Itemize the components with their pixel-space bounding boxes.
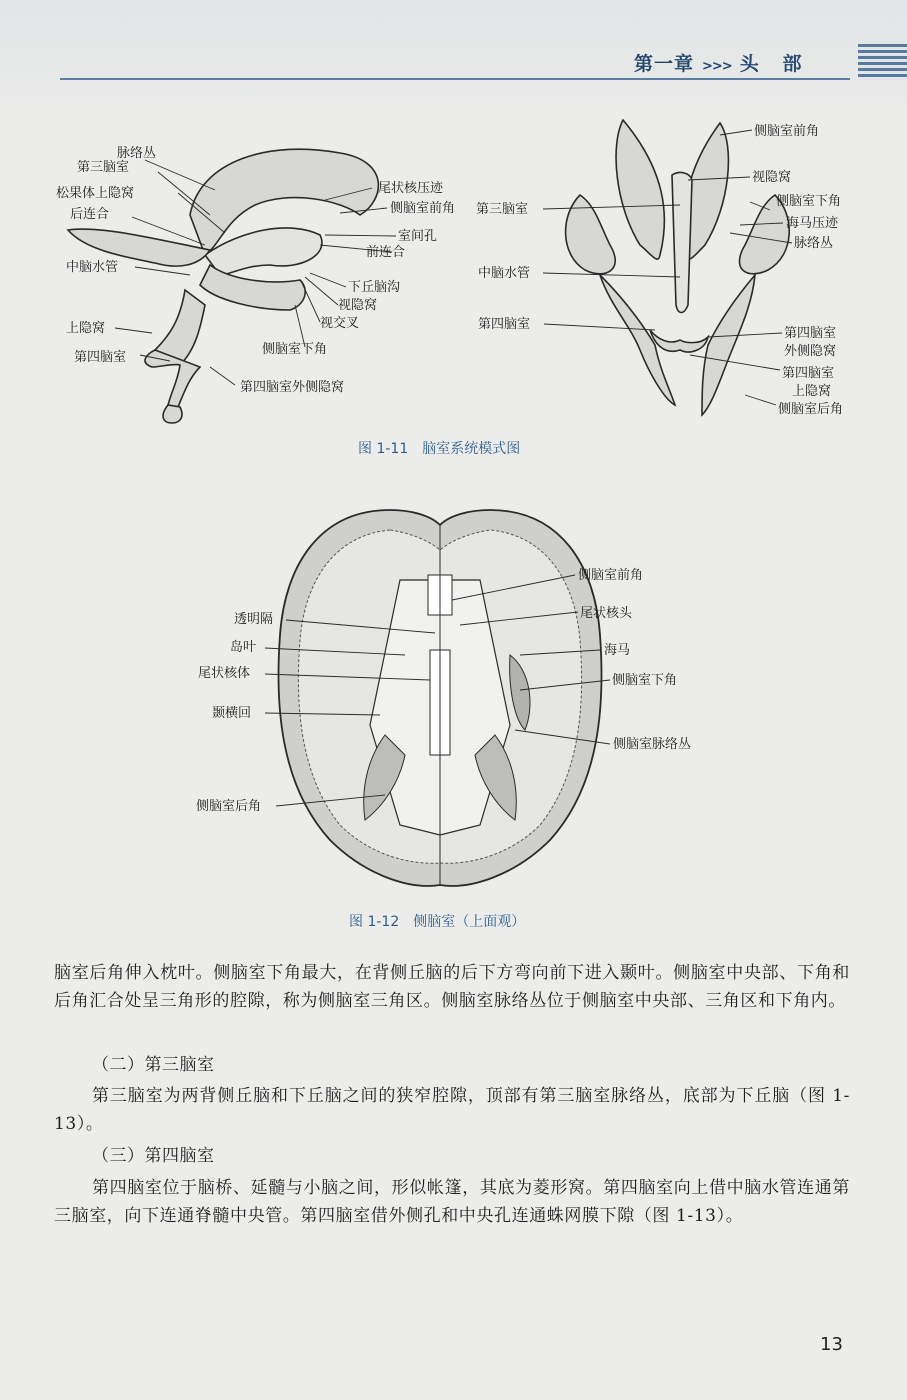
label-hippocampus: 海马: [604, 643, 631, 658]
label-r-superior-recess: 上隐窝: [792, 384, 832, 399]
label-r-hippocampal-impression: 海马压迹: [786, 216, 839, 231]
label-r-third-ventricle: 第三脑室: [476, 202, 529, 217]
brain-section-drawing: [278, 510, 601, 886]
label-septum-pellucidum: 透明隔: [234, 612, 274, 627]
label-aqueduct: 中脑水管: [66, 260, 119, 275]
label-r-aqueduct: 中脑水管: [478, 266, 531, 281]
label-pineal-recess: 松果体上隐窝: [56, 186, 135, 201]
header-rule: [60, 78, 850, 80]
label-r-inferior-horn: 侧脑室下角: [776, 194, 842, 209]
label-hypothalamic-sulcus: 下丘脑沟: [348, 280, 401, 295]
label-anterior-horn: 侧脑室前角: [578, 568, 644, 583]
label-inferior-horn: 侧脑室下角: [612, 673, 678, 688]
label-optic-chiasm: 视交叉: [320, 316, 360, 331]
label-fourth-ventricle: 第四脑室: [74, 350, 127, 365]
label-r-choroid-plexus: 脉络丛: [794, 236, 834, 251]
label-anterior-horn: 侧脑室前角: [390, 201, 456, 216]
label-inferior-horn: 侧脑室下角: [262, 342, 328, 357]
label-r-optic-recess: 视隐窝: [752, 170, 792, 185]
label-third-ventricle: 第三脑室: [77, 160, 130, 175]
heading-fourth-ventricle: （三）第四脑室: [92, 1146, 215, 1166]
label-caudate-body: 尾状核体: [198, 666, 251, 681]
label-r-fourth-a: 第四脑室: [784, 326, 837, 341]
label-interventricular-foramen: 室间孔: [398, 229, 438, 244]
ventricle-system-diagram: [40, 105, 880, 430]
label-optic-recess: 视隐窝: [338, 298, 378, 313]
caption-number: 图 1-12: [349, 914, 400, 930]
header-stripes: [858, 44, 907, 80]
label-r-fourth-ventricle: 第四脑室: [478, 317, 531, 332]
chevron-arrows-icon: >>>: [702, 59, 732, 74]
label-superior-recess: 上隐窝: [66, 321, 106, 336]
label-r-lateral-recess: 外侧隐窝: [784, 344, 837, 359]
figure-1-12-caption: [349, 911, 525, 931]
label-caudate-head: 尾状核头: [580, 606, 633, 621]
label-anterior-commissure: 前连合: [366, 245, 406, 260]
label-choroid-plexus: 侧脑室脉络丛: [613, 737, 692, 752]
label-r-fourth-c: 第四脑室: [782, 366, 835, 381]
paragraph-third-ventricle: 第三脑室为两背侧丘脑和下丘脑之间的狭窄腔隙，顶部有第三脑室脉络丛，底部为下丘脑（图 1-13）。: [54, 1086, 850, 1134]
right-ventricle-drawing: [566, 120, 790, 415]
running-head: [634, 49, 803, 75]
lateral-ventricle-superior-view: [190, 505, 730, 905]
label-insula: 岛叶: [230, 640, 257, 655]
label-transverse-temporal-gyrus: 颞横回: [212, 706, 252, 721]
chapter-label: 第一章: [634, 53, 695, 75]
label-r-posterior-horn: 侧脑室后角: [778, 402, 844, 417]
label-posterior-horn: 侧脑室后角: [196, 799, 262, 814]
caption-title: 侧脑室（上面观）: [413, 914, 526, 930]
caption-number: 图 1-11: [358, 441, 409, 457]
label-posterior-commissure: 后连合: [70, 207, 110, 222]
paragraph-fourth-ventricle: 第四脑室位于脑桥、延髓与小脑之间，形似帐篷，其底为菱形窝。第四脑室向上借中脑水管连通第三脑室，向下连通脊髓中央管。第四脑室借外侧孔和中央孔连通蛛网膜下隙（图 1-13）。: [54, 1178, 850, 1226]
caption-title: 脑室系统模式图: [422, 441, 521, 457]
page-number: 13: [820, 1334, 843, 1355]
paragraph-lateral-ventricle: 脑室后角伸入枕叶。侧脑室下角最大，在背侧丘脑的后下方弯向前下进入颞叶。侧脑室中央部、下角和后角汇合处呈三角形的腔隙，称为侧脑室三角区。侧脑室脉络丛位于侧脑室中央部、三角区和下角内。: [54, 963, 850, 1011]
heading-third-ventricle: （二）第三脑室: [92, 1055, 215, 1075]
figure-1-11-caption: [358, 438, 520, 458]
label-caudate-impression: 尾状核压迹: [378, 181, 444, 196]
section-label: 头 部: [739, 53, 803, 75]
label-choroid-plexus: 脉络丛: [117, 146, 157, 161]
label-lateral-recess: 第四脑室外侧隐窝: [240, 380, 345, 395]
label-r-anterior-horn: 侧脑室前角: [754, 124, 820, 139]
